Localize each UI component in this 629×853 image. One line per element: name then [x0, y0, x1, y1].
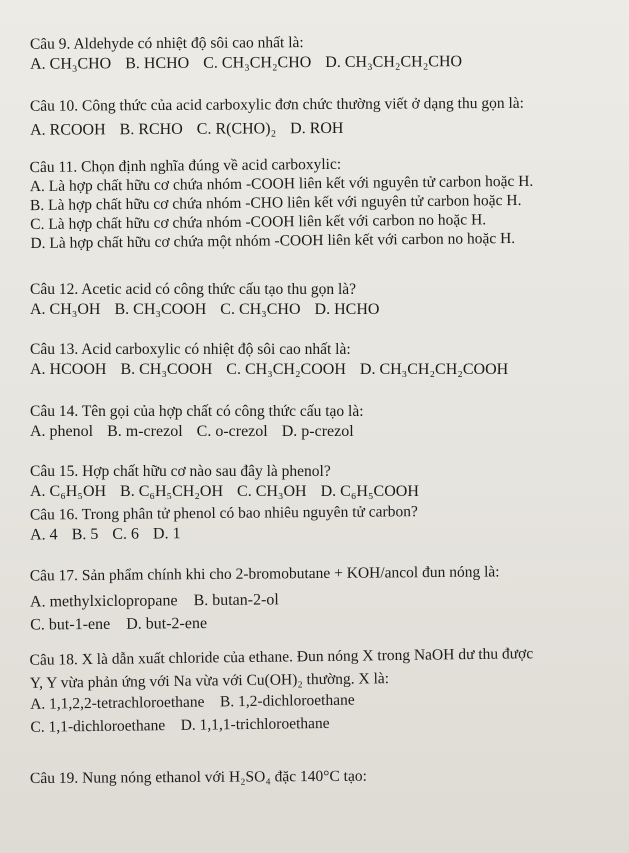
question-stem: Câu 16. Trong phân tử phenol có bao nhiêu nguyên tử carbon? — [29, 503, 418, 524]
option-c: C. o-crezol — [196, 422, 268, 440]
question-stem: Câu 10. Công thức của acid carboxylic đơn chức thường viết ở dạng thu gọn là: — [29, 94, 524, 115]
option-b: B. HCHO — [125, 54, 190, 73]
answer-options — [30, 51, 615, 74]
question-stem: Câu 11. Chọn định nghĩa đúng về acid carboxylic: — [29, 155, 342, 177]
option-d: D. Là hợp chất hữu cơ chứa một nhóm -COOH liên kết với carbon no hoặc H. — [30, 229, 516, 252]
options-c-d: C. 1,1-dichloroethane D. 1,1,1-trichloroethane — [30, 714, 330, 736]
option-d: D. ROH — [290, 119, 344, 138]
option-a: A. C₆H₅OH — [30, 482, 107, 500]
option-a: A. phenol — [30, 422, 94, 440]
option-c: C. R(CHO)₂ — [196, 120, 277, 138]
question-17 — [30, 562, 616, 635]
answer-options — [30, 482, 615, 502]
answer-options — [30, 422, 615, 442]
option-d: D. C₆H₅COOH — [320, 482, 419, 500]
option-b: B. m-crezol — [107, 422, 183, 440]
option-c: C. CH₃CH₂COOH — [226, 360, 346, 378]
option-d: D. HCHO — [314, 300, 380, 318]
question-stem-continued: Y, Y vừa phản ứng với Na vừa với Cu(OH)₂ thường. X là: — [29, 670, 390, 692]
answer-options — [30, 520, 615, 545]
options-a-b: A. methylxiclopropane B. butan-2-ol — [29, 591, 279, 611]
answer-options — [30, 300, 615, 320]
option-b: B. 5 — [71, 525, 99, 544]
option-b: B. Là hợp chất hữu cơ chứa nhóm -CHO liên kết với nguyên tử carbon hoặc H. — [29, 191, 522, 214]
question-12 — [30, 281, 615, 319]
option-b: B. RCHO — [119, 120, 183, 139]
option-b: B. C₆H₅CH₂OH — [120, 482, 224, 500]
option-d: D. CH₃CH₂CH₂COOH — [359, 360, 509, 378]
option-b: B. CH₃COOH — [120, 360, 213, 378]
question-stem: Câu 19. Nung nóng ethanol với H₂SO₄ đặc 140°C tạo: — [29, 767, 367, 788]
question-10 — [30, 94, 615, 140]
option-b: B. CH₃COOH — [114, 300, 207, 318]
option-c: C. CH₃CHO — [220, 300, 301, 318]
options-c-d: C. but-1-ene D. but-2-ene — [30, 615, 208, 634]
question-13 — [30, 341, 615, 379]
option-a: A. CH₃CHO — [30, 55, 112, 73]
question-stem: Câu 15. Hợp chất hữu cơ nào sau đây là phenol? — [30, 463, 331, 480]
option-d: D. 1 — [152, 525, 181, 543]
option-a: A. Là hợp chất hữu cơ chứa nhóm -COOH liên kết với nguyên tử carbon hoặc H. — [29, 172, 534, 195]
question-stem: Câu 17. Sản phẩm chính khi cho 2-bromobutane + KOH/ancol đun nóng là: — [29, 563, 500, 585]
option-c: C. CH₃OH — [237, 482, 307, 500]
option-c: C. Là hợp chất hữu cơ chứa nhóm -COOH liên kết với carbon no hoặc H. — [30, 211, 487, 233]
question-11 — [30, 153, 616, 254]
question-15 — [30, 463, 615, 501]
option-c: C. 6 — [112, 525, 140, 543]
answer-options — [30, 117, 615, 140]
question-stem: Câu 13. Acid carboxylic có nhiệt độ sôi cao nhất là: — [30, 341, 351, 358]
option-a: A. CH₃OH — [30, 300, 101, 318]
answer-options — [30, 360, 615, 380]
option-a: A. RCOOH — [30, 121, 106, 139]
option-a: A. HCOOH — [30, 360, 107, 378]
question-14 — [30, 403, 615, 441]
question-stem: Câu 18. X là dẫn xuất chloride của ethane. Đun nóng X trong NaOH dư thu được — [29, 645, 534, 669]
option-d: D. p-crezol — [281, 422, 354, 440]
question-stem: Câu 9. Aldehyde có nhiệt độ sôi cao nhất là: — [29, 34, 304, 53]
options-a-b: A. 1,1,2,2-tetrachloroethane B. 1,2-dichloroethane — [30, 691, 355, 713]
question-9 — [30, 32, 615, 74]
option-d: D. CH₃CH₂CH₂CHO — [325, 53, 463, 71]
option-a: A. 4 — [30, 526, 58, 544]
question-16 — [30, 501, 615, 545]
question-stem: Câu 12. Acetic acid có công thức cấu tạo thu gọn là? — [30, 281, 357, 298]
option-c: C. CH₃CH₂CHO — [203, 53, 312, 72]
question-stem: Câu 14. Tên gọi của hợp chất có công thức cấu tạo là: — [30, 403, 364, 420]
question-19 — [30, 766, 615, 789]
question-18 — [29, 644, 615, 737]
